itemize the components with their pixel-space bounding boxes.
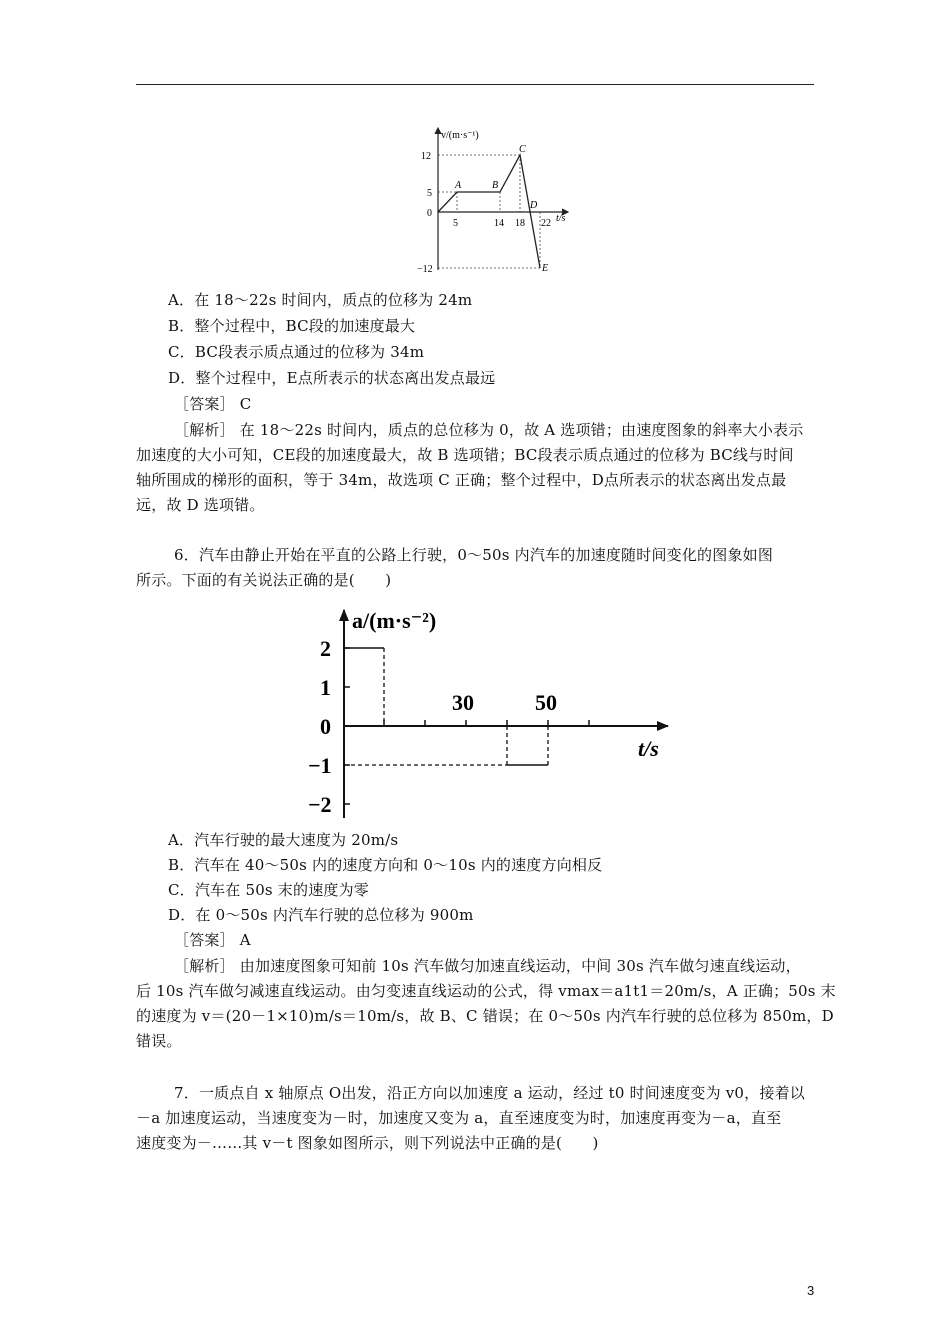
at-ytick-neg2: −2 xyxy=(308,792,332,817)
vt-xtick-18: 18 xyxy=(515,218,525,229)
vt-xtick-22: 22 xyxy=(541,218,551,229)
vt-ylabel: v/(m·s⁻¹) xyxy=(441,130,479,141)
vt-point-E: E xyxy=(542,263,549,274)
q5-option-c: C．BC段表示质点通过的位移为 34m xyxy=(168,343,425,361)
vt-graph-figure xyxy=(415,122,575,278)
vt-ytick-0: 0 xyxy=(427,208,432,219)
q6-answer: ［答案］ A xyxy=(174,931,251,949)
q6-stem-line2: 所示。下面的有关说法正确的是( ) xyxy=(136,571,392,589)
q6-option-a: A．汽车行驶的最大速度为 20m/s xyxy=(168,831,399,849)
q6-option-d: D．在 0～50s 内汽车行驶的总位移为 900m xyxy=(168,906,474,924)
q7-stem-line1: 7．一质点自 x 轴原点 O出发，沿正方向以加速度 a 运动，经过 t0 时间速度变为 v0，接着以 xyxy=(174,1084,805,1102)
q7-stem-line2: －a 加速度运动，当速度变为－时，加速度又变为 a，直至速度变为时，加速度再变为－a，直至 xyxy=(136,1109,782,1127)
q5-option-d: D．整个过程中，E点所表示的状态离出发点最远 xyxy=(168,369,496,387)
at-xlabel: t/s xyxy=(638,736,659,761)
q5-explanation-line2: 加速度的大小可知，CE段的加速度最大，故 B 选项错；BC段表示质点通过的位移为 BC线与时间 xyxy=(136,446,794,464)
at-ytick-neg1: −1 xyxy=(308,753,332,778)
q5-option-b: B．整个过程中，BC段的加速度最大 xyxy=(168,317,416,335)
vt-ytick-12: 12 xyxy=(421,151,431,162)
at-ytick-1: 1 xyxy=(320,675,331,700)
at-ylabel: a/(m·s⁻²) xyxy=(352,608,437,633)
at-ytick-2: 2 xyxy=(320,636,331,661)
vt-point-C: C xyxy=(519,144,526,155)
vt-xtick-5: 5 xyxy=(453,218,458,229)
vt-point-A: A xyxy=(455,180,462,191)
vt-ytick-5: 5 xyxy=(427,188,432,199)
q5-option-a: A．在 18～22s 时间内，质点的位移为 24m xyxy=(168,291,473,309)
q6-explanation-line1: ［解析］ 由加速度图象可知前 10s 汽车做匀加速直线运动，中间 30s 汽车做匀速直线运动， xyxy=(174,957,801,975)
header-rule xyxy=(136,84,814,85)
page-number: 3 xyxy=(807,1283,815,1298)
vt-point-B: B xyxy=(492,180,499,191)
at-xtick-30: 30 xyxy=(452,690,474,715)
vt-ytick-neg12: −12 xyxy=(417,264,433,275)
q7-stem-line3: 速度变为－……其 v－t 图象如图所示，则下列说法中正确的是( ) xyxy=(136,1134,599,1152)
at-ytick-0: 0 xyxy=(320,714,331,739)
q6-option-b: B．汽车在 40～50s 内的速度方向和 0～10s 内的速度方向相反 xyxy=(168,856,603,874)
q5-explanation-line4: 远，故 D 选项错。 xyxy=(136,496,265,514)
q6-explanation-line2: 后 10s 汽车做匀减速直线运动。由匀变速直线运动的公式，得 vmax＝a1t1＝20m/s，A 正确；50s 末 xyxy=(136,982,836,1000)
q6-explanation-line3: 的速度为 v＝(20－1×10)m/s＝10m/s，故 B、C 错误；在 0～50s 内汽车行驶的总位移为 850m，D xyxy=(136,1007,834,1025)
vt-point-D: D xyxy=(530,200,538,211)
vt-xlabel: t/s xyxy=(556,213,566,224)
at-graph-figure xyxy=(306,604,676,820)
q6-explanation-line4: 错误。 xyxy=(136,1032,182,1050)
q5-explanation-line1: ［解析］ 在 18～22s 时间内，质点的总位移为 0，故 A 选项错；由速度图象的斜率大小表示 xyxy=(174,421,804,439)
vt-xtick-14: 14 xyxy=(494,218,504,229)
q5-answer: ［答案］ C xyxy=(174,395,252,413)
q6-stem-line1: 6．汽车由静止开始在平直的公路上行驶，0～50s 内汽车的加速度随时间变化的图象如图 xyxy=(174,546,774,564)
q6-option-c: C．汽车在 50s 末的速度为零 xyxy=(168,881,369,899)
q5-explanation-line3: 轴所围成的梯形的面积，等于 34m，故选项 C 正确；整个过程中，D点所表示的状态离出发点最 xyxy=(136,471,787,489)
at-xtick-50: 50 xyxy=(535,690,557,715)
